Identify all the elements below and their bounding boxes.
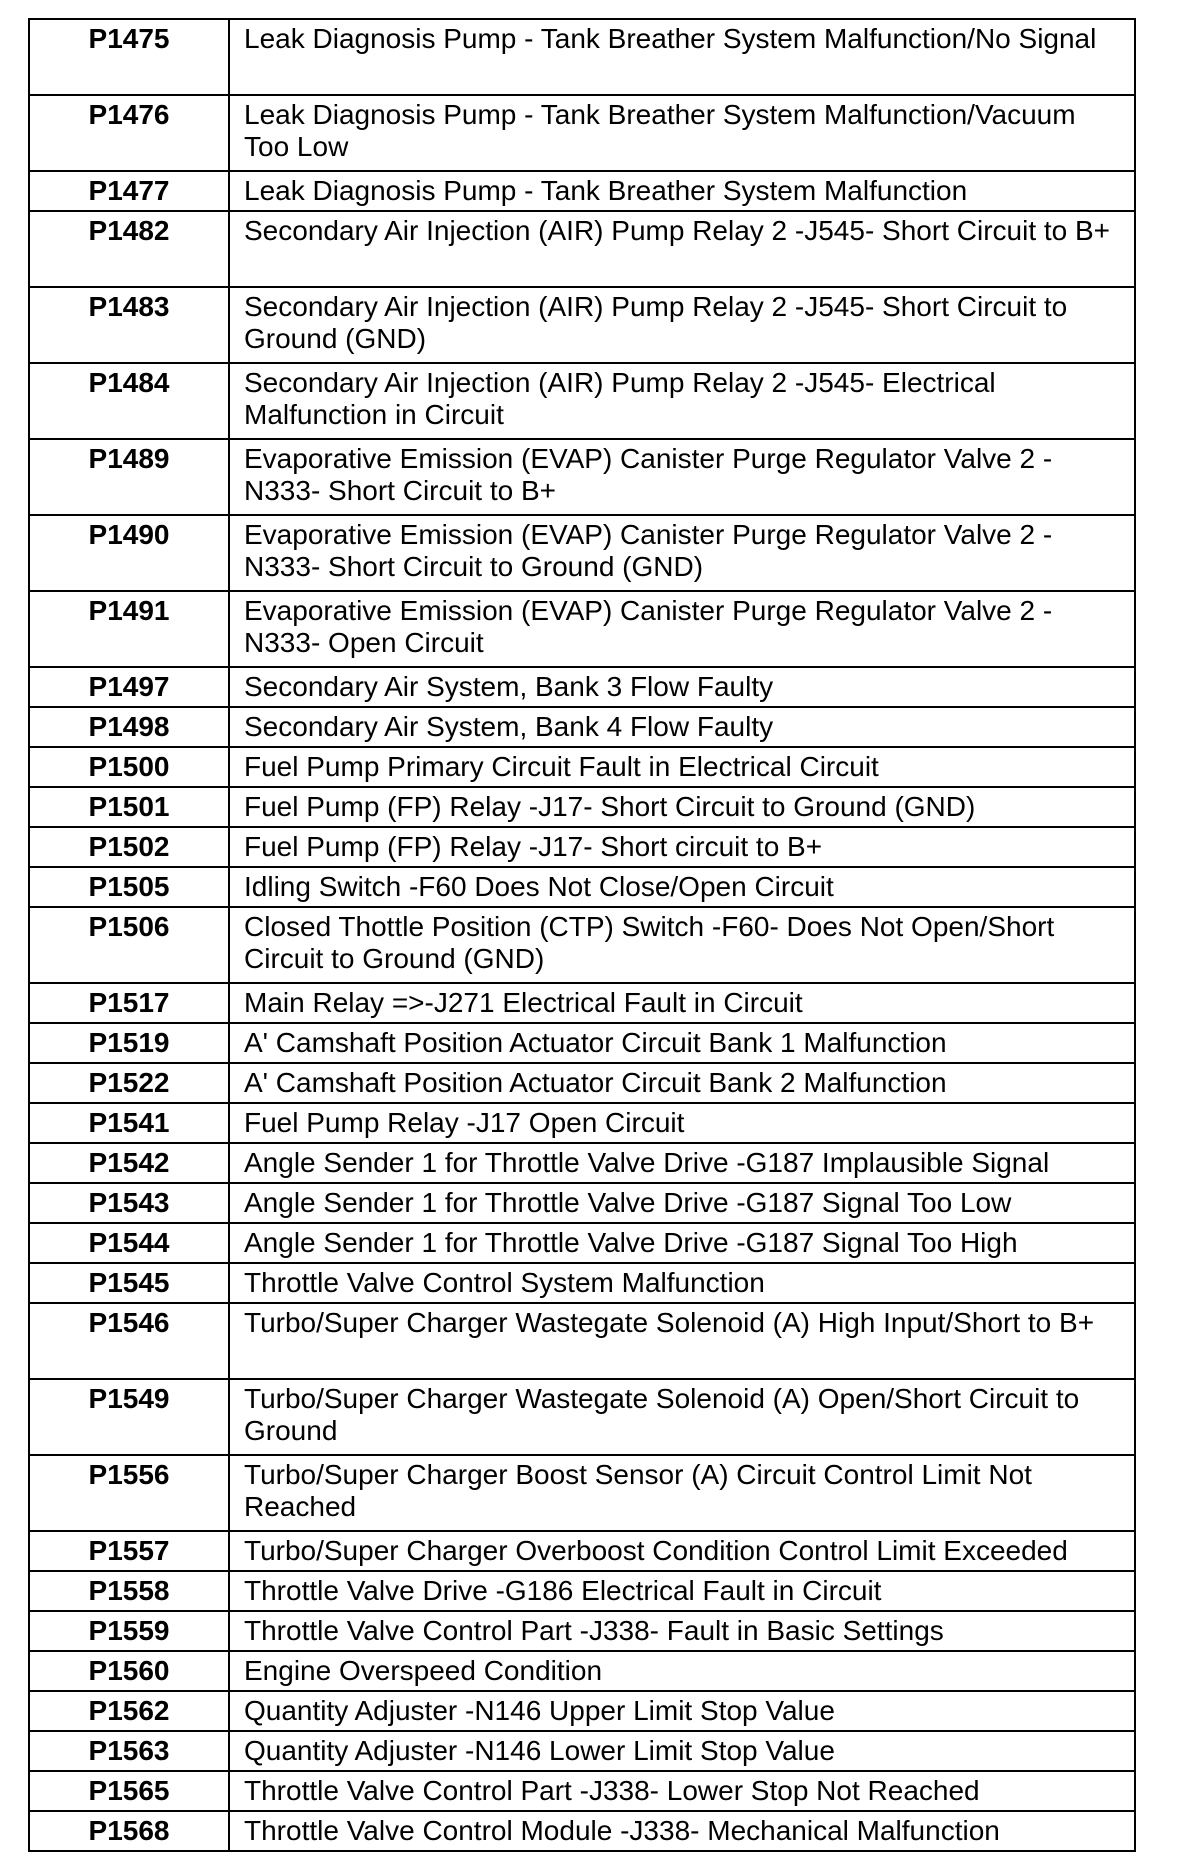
dtc-code: P1565 (29, 1771, 229, 1811)
dtc-description: Engine Overspeed Condition (229, 1651, 1135, 1691)
dtc-description: Turbo/Super Charger Wastegate Solenoid (A) High Input/Short to B+ (229, 1303, 1135, 1379)
table-row (29, 707, 1135, 747)
table-row (29, 827, 1135, 867)
dtc-code: P1506 (29, 907, 229, 983)
dtc-description: Angle Sender 1 for Throttle Valve Drive -G187 Signal Too High (229, 1223, 1135, 1263)
dtc-code: P1545 (29, 1263, 229, 1303)
table-row (29, 287, 1135, 363)
dtc-code: P1476 (29, 95, 229, 171)
dtc-description: Evaporative Emission (EVAP) Canister Purge Regulator Valve 2 -N333- Short Circuit to B+ (229, 439, 1135, 515)
dtc-code: P1558 (29, 1571, 229, 1611)
dtc-code: P1542 (29, 1143, 229, 1183)
dtc-code: P1491 (29, 591, 229, 667)
table-row (29, 1103, 1135, 1143)
dtc-description: Secondary Air Injection (AIR) Pump Relay 2 -J545- Short Circuit to Ground (GND) (229, 287, 1135, 363)
table-row (29, 591, 1135, 667)
table-row (29, 515, 1135, 591)
dtc-code: P1549 (29, 1379, 229, 1455)
table-row (29, 983, 1135, 1023)
table-row (29, 439, 1135, 515)
dtc-code: P1501 (29, 787, 229, 827)
dtc-code: P1560 (29, 1651, 229, 1691)
dtc-description: Throttle Valve Control Part -J338- Fault in Basic Settings (229, 1611, 1135, 1651)
table-row (29, 1303, 1135, 1379)
dtc-code: P1475 (29, 19, 229, 95)
table-row (29, 1571, 1135, 1611)
dtc-code: P1557 (29, 1531, 229, 1571)
dtc-code: P1563 (29, 1731, 229, 1771)
dtc-description: Secondary Air Injection (AIR) Pump Relay 2 -J545- Short Circuit to B+ (229, 211, 1135, 287)
dtc-code: P1568 (29, 1811, 229, 1851)
table-row (29, 1263, 1135, 1303)
dtc-code: P1489 (29, 439, 229, 515)
dtc-description: Evaporative Emission (EVAP) Canister Purge Regulator Valve 2 -N333- Short Circuit to Ground (GND) (229, 515, 1135, 591)
dtc-description: Secondary Air Injection (AIR) Pump Relay 2 -J545- Electrical Malfunction in Circuit (229, 363, 1135, 439)
dtc-description: A' Camshaft Position Actuator Circuit Bank 1 Malfunction (229, 1023, 1135, 1063)
dtc-description: Throttle Valve Control Module -J338- Mechanical Malfunction (229, 1811, 1135, 1851)
dtc-description: A' Camshaft Position Actuator Circuit Bank 2 Malfunction (229, 1063, 1135, 1103)
dtc-description: Fuel Pump Relay -J17 Open Circuit (229, 1103, 1135, 1143)
dtc-description: Idling Switch -F60 Does Not Close/Open Circuit (229, 867, 1135, 907)
dtc-code: P1497 (29, 667, 229, 707)
dtc-description: Closed Thottle Position (CTP) Switch -F60- Does Not Open/Short Circuit to Ground (GND) (229, 907, 1135, 983)
dtc-description: Secondary Air System, Bank 3 Flow Faulty (229, 667, 1135, 707)
dtc-description: Secondary Air System, Bank 4 Flow Faulty (229, 707, 1135, 747)
table-row (29, 1183, 1135, 1223)
table-row (29, 1731, 1135, 1771)
table-row (29, 1379, 1135, 1455)
table-row (29, 1531, 1135, 1571)
table-row (29, 211, 1135, 287)
dtc-code: P1522 (29, 1063, 229, 1103)
dtc-description: Turbo/Super Charger Wastegate Solenoid (A) Open/Short Circuit to Ground (229, 1379, 1135, 1455)
dtc-code: P1517 (29, 983, 229, 1023)
dtc-description: Leak Diagnosis Pump - Tank Breather System Malfunction/No Signal (229, 19, 1135, 95)
table-row (29, 1023, 1135, 1063)
table-row (29, 1063, 1135, 1103)
dtc-code-table (28, 18, 1136, 1852)
table-row (29, 867, 1135, 907)
dtc-description: Angle Sender 1 for Throttle Valve Drive -G187 Signal Too Low (229, 1183, 1135, 1223)
dtc-description: Throttle Valve Control System Malfunction (229, 1263, 1135, 1303)
dtc-description: Fuel Pump (FP) Relay -J17- Short circuit to B+ (229, 827, 1135, 867)
table-row (29, 95, 1135, 171)
table-row (29, 907, 1135, 983)
dtc-description: Throttle Valve Control Part -J338- Lower Stop Not Reached (229, 1771, 1135, 1811)
dtc-code: P1546 (29, 1303, 229, 1379)
table-row (29, 787, 1135, 827)
table-row (29, 1771, 1135, 1811)
dtc-code: P1490 (29, 515, 229, 591)
dtc-description: Main Relay =>-J271 Electrical Fault in Circuit (229, 983, 1135, 1023)
dtc-code: P1484 (29, 363, 229, 439)
table-row (29, 667, 1135, 707)
dtc-code: P1541 (29, 1103, 229, 1143)
dtc-code: P1498 (29, 707, 229, 747)
dtc-description: Quantity Adjuster -N146 Upper Limit Stop Value (229, 1691, 1135, 1731)
dtc-description: Throttle Valve Drive -G186 Electrical Fault in Circuit (229, 1571, 1135, 1611)
table-row (29, 1455, 1135, 1531)
dtc-code: P1543 (29, 1183, 229, 1223)
dtc-description: Angle Sender 1 for Throttle Valve Drive -G187 Implausible Signal (229, 1143, 1135, 1183)
table-row (29, 1143, 1135, 1183)
dtc-description: Evaporative Emission (EVAP) Canister Purge Regulator Valve 2 -N333- Open Circuit (229, 591, 1135, 667)
table-row (29, 1611, 1135, 1651)
dtc-code: P1519 (29, 1023, 229, 1063)
dtc-description: Leak Diagnosis Pump - Tank Breather System Malfunction/Vacuum Too Low (229, 95, 1135, 171)
dtc-code: P1562 (29, 1691, 229, 1731)
dtc-description: Turbo/Super Charger Boost Sensor (A) Circuit Control Limit Not Reached (229, 1455, 1135, 1531)
dtc-code: P1502 (29, 827, 229, 867)
dtc-code: P1559 (29, 1611, 229, 1651)
dtc-description: Leak Diagnosis Pump - Tank Breather System Malfunction (229, 171, 1135, 211)
dtc-table-body (29, 19, 1135, 1851)
dtc-code: P1477 (29, 171, 229, 211)
table-row (29, 363, 1135, 439)
table-row (29, 1811, 1135, 1851)
dtc-description: Fuel Pump Primary Circuit Fault in Electrical Circuit (229, 747, 1135, 787)
table-row (29, 1651, 1135, 1691)
dtc-description: Fuel Pump (FP) Relay -J17- Short Circuit to Ground (GND) (229, 787, 1135, 827)
dtc-code: P1505 (29, 867, 229, 907)
dtc-code: P1544 (29, 1223, 229, 1263)
table-row (29, 747, 1135, 787)
table-row (29, 1223, 1135, 1263)
dtc-description: Quantity Adjuster -N146 Lower Limit Stop Value (229, 1731, 1135, 1771)
table-row (29, 171, 1135, 211)
dtc-code: P1556 (29, 1455, 229, 1531)
table-row (29, 1691, 1135, 1731)
dtc-code: P1482 (29, 211, 229, 287)
table-row (29, 19, 1135, 95)
dtc-code: P1483 (29, 287, 229, 363)
dtc-description: Turbo/Super Charger Overboost Condition Control Limit Exceeded (229, 1531, 1135, 1571)
dtc-code: P1500 (29, 747, 229, 787)
